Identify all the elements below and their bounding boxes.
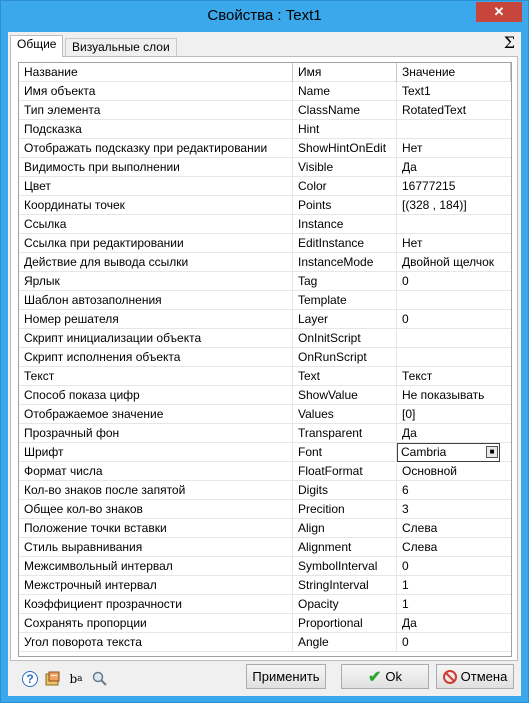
property-name: Points xyxy=(293,196,397,215)
header-title[interactable]: Название xyxy=(19,63,293,82)
ok-button-label: Ok xyxy=(385,669,403,684)
property-value[interactable]: 0 xyxy=(402,312,409,326)
property-name: Instance xyxy=(293,215,397,234)
ok-button[interactable] xyxy=(341,664,429,689)
font-value-editor[interactable] xyxy=(397,443,511,462)
property-title: Межсимвольный интервал xyxy=(19,557,293,576)
window-title: Свойства : Text1 xyxy=(207,7,322,24)
property-name: Font xyxy=(293,443,397,462)
property-name: EditInstance xyxy=(293,234,397,253)
cancel-button-label: Отмена xyxy=(460,669,508,684)
property-title: Подсказка xyxy=(19,120,293,139)
property-title: Отображать подсказку при редактировании xyxy=(19,139,293,158)
property-row[interactable] xyxy=(19,272,511,291)
property-value[interactable] xyxy=(397,120,511,139)
property-value[interactable]: 0 xyxy=(402,274,409,288)
property-title: Номер решателя xyxy=(19,310,293,329)
property-title: Положение точки вставки xyxy=(19,519,293,538)
property-value[interactable]: 16777215 xyxy=(402,179,456,193)
property-row[interactable] xyxy=(19,576,511,595)
property-value[interactable]: Двойной щелчок xyxy=(402,255,495,269)
cancel-icon xyxy=(443,670,457,684)
property-value[interactable]: Текст xyxy=(402,369,433,383)
general-tab-panel xyxy=(10,56,518,661)
property-name: FloatFormat xyxy=(293,462,397,481)
property-value[interactable] xyxy=(397,215,511,234)
property-title: Скрипт исполнения объекта xyxy=(19,348,293,367)
property-value[interactable]: [(328 , 184)] xyxy=(402,198,467,212)
property-title: Коэффициент прозрачности xyxy=(19,595,293,614)
settings-icon[interactable] xyxy=(45,671,61,687)
property-row[interactable] xyxy=(19,443,511,462)
property-value[interactable]: Нет xyxy=(402,236,423,250)
property-title: Тип элемента xyxy=(19,101,293,120)
property-title: Угол поворота текста xyxy=(19,633,293,652)
property-name: Proportional xyxy=(293,614,397,633)
property-name: Opacity xyxy=(293,595,397,614)
property-row[interactable] xyxy=(19,234,511,253)
property-name: Angle xyxy=(293,633,397,652)
property-row[interactable] xyxy=(19,386,511,405)
property-value[interactable]: 1 xyxy=(402,578,409,592)
dialog-body xyxy=(8,32,521,696)
property-title: Ссылка при редактировании xyxy=(19,234,293,253)
property-row[interactable] xyxy=(19,158,511,177)
property-name: InstanceMode xyxy=(293,253,397,272)
help-icon[interactable]: ? xyxy=(22,671,38,687)
property-title: Кол-во знаков после запятой xyxy=(19,481,293,500)
property-title: Прозрачный фон xyxy=(19,424,293,443)
property-row[interactable] xyxy=(19,595,511,614)
property-title: Действие для вывода ссылки xyxy=(19,253,293,272)
property-value[interactable]: Основной xyxy=(402,464,458,478)
property-name: OnInitScript xyxy=(293,329,397,348)
property-title: Видимость при выполнении xyxy=(19,158,293,177)
property-row[interactable] xyxy=(19,310,511,329)
property-row[interactable] xyxy=(19,557,511,576)
property-name: Text xyxy=(293,367,397,386)
property-row[interactable] xyxy=(19,367,511,386)
property-value[interactable]: Слева xyxy=(402,521,438,535)
property-row[interactable] xyxy=(19,291,511,310)
property-name: ShowHintOnEdit xyxy=(293,139,397,158)
property-grid[interactable] xyxy=(18,62,512,657)
property-row[interactable] xyxy=(19,633,511,652)
property-row[interactable] xyxy=(19,196,511,215)
property-value[interactable] xyxy=(397,291,511,310)
property-row[interactable] xyxy=(19,253,511,272)
title-bar[interactable] xyxy=(1,1,528,32)
check-icon: ✔ xyxy=(367,668,382,686)
property-value[interactable]: 3 xyxy=(402,502,409,516)
font-size-icon[interactable]: b a xyxy=(69,672,83,686)
property-value[interactable] xyxy=(397,329,511,348)
property-value[interactable] xyxy=(397,348,511,367)
tab-general[interactable]: Общие xyxy=(10,35,63,57)
apply-button[interactable] xyxy=(246,664,326,689)
property-row[interactable] xyxy=(19,139,511,158)
property-title: Межстрочный интервал xyxy=(19,576,293,595)
property-name: OnRunScript xyxy=(293,348,397,367)
property-row[interactable] xyxy=(19,101,511,120)
property-name: Hint xyxy=(293,120,397,139)
property-row[interactable] xyxy=(19,481,511,500)
property-title: Ссылка xyxy=(19,215,293,234)
property-name: Transparent xyxy=(293,424,397,443)
property-row[interactable] xyxy=(19,405,511,424)
property-name: Align xyxy=(293,519,397,538)
property-value[interactable]: Да xyxy=(402,616,417,630)
property-title: Цвет xyxy=(19,177,293,196)
property-row[interactable] xyxy=(19,538,511,557)
font-value: Cambria xyxy=(401,445,447,459)
header-value[interactable]: Значение xyxy=(397,63,511,82)
property-title: Шрифт xyxy=(19,443,293,462)
apply-button-label: Применить xyxy=(252,669,320,684)
property-value[interactable]: Text1 xyxy=(402,84,431,98)
property-name: Tag xyxy=(293,272,397,291)
property-name: Alignment xyxy=(293,538,397,557)
property-name: Visible xyxy=(293,158,397,177)
property-row[interactable] xyxy=(19,519,511,538)
property-title: Координаты точек xyxy=(19,196,293,215)
property-title: Отображаемое значение xyxy=(19,405,293,424)
property-name: Color xyxy=(293,177,397,196)
property-title: Скрипт инициализации объекта xyxy=(19,329,293,348)
header-name[interactable]: Имя xyxy=(293,63,397,82)
property-row[interactable] xyxy=(19,348,511,367)
property-row[interactable] xyxy=(19,424,511,443)
property-value[interactable]: [0] xyxy=(402,407,416,421)
property-name: StringInterval xyxy=(293,576,397,595)
property-value[interactable]: 0 xyxy=(402,635,409,649)
property-row[interactable] xyxy=(19,215,511,234)
property-title: Ярлык xyxy=(19,272,293,291)
property-name: Template xyxy=(293,291,397,310)
property-value[interactable]: 1 xyxy=(402,597,409,611)
font-picker-icon[interactable]: ■ xyxy=(486,446,498,458)
property-row[interactable] xyxy=(19,177,511,196)
property-title: Имя объекта xyxy=(19,82,293,101)
grid-header xyxy=(19,63,511,82)
font-input[interactable] xyxy=(397,443,500,462)
property-row[interactable] xyxy=(19,329,511,348)
property-name: Name xyxy=(293,82,397,101)
property-name: Layer xyxy=(293,310,397,329)
property-title: Текст xyxy=(19,367,293,386)
search-icon[interactable] xyxy=(92,671,108,687)
property-title: Формат числа xyxy=(19,462,293,481)
property-title: Общее кол-во знаков xyxy=(19,500,293,519)
property-value[interactable]: Да xyxy=(402,426,417,440)
cancel-button[interactable] xyxy=(436,664,514,689)
property-name: Digits xyxy=(293,481,397,500)
property-value[interactable]: Да xyxy=(402,160,417,174)
property-title: Стиль выравнивания xyxy=(19,538,293,557)
property-name: Precition xyxy=(293,500,397,519)
property-value[interactable]: 6 xyxy=(402,483,409,497)
property-value[interactable]: 0 xyxy=(402,559,409,573)
property-row[interactable] xyxy=(19,500,511,519)
property-row[interactable] xyxy=(19,462,511,481)
property-name: SymbolInterval xyxy=(293,557,397,576)
property-title: Способ показа цифр xyxy=(19,386,293,405)
property-value[interactable]: Слева xyxy=(402,540,438,554)
tab-visual-layers[interactable]: Визуальные слои xyxy=(65,38,177,57)
property-value[interactable]: RotatedText xyxy=(402,103,467,117)
property-row[interactable] xyxy=(19,82,511,101)
property-value[interactable]: Нет xyxy=(402,141,423,155)
property-name: ShowValue xyxy=(293,386,397,405)
property-value[interactable]: Не показывать xyxy=(402,388,485,402)
property-name: Values xyxy=(293,405,397,424)
property-title: Сохранять пропорции xyxy=(19,614,293,633)
property-name: ClassName xyxy=(293,101,397,120)
close-button[interactable]: ✕ xyxy=(476,2,522,22)
property-row[interactable] xyxy=(19,120,511,139)
property-row[interactable] xyxy=(19,614,511,633)
sigma-icon[interactable]: Σ xyxy=(503,33,515,52)
property-title: Шаблон автозаполнения xyxy=(19,291,293,310)
